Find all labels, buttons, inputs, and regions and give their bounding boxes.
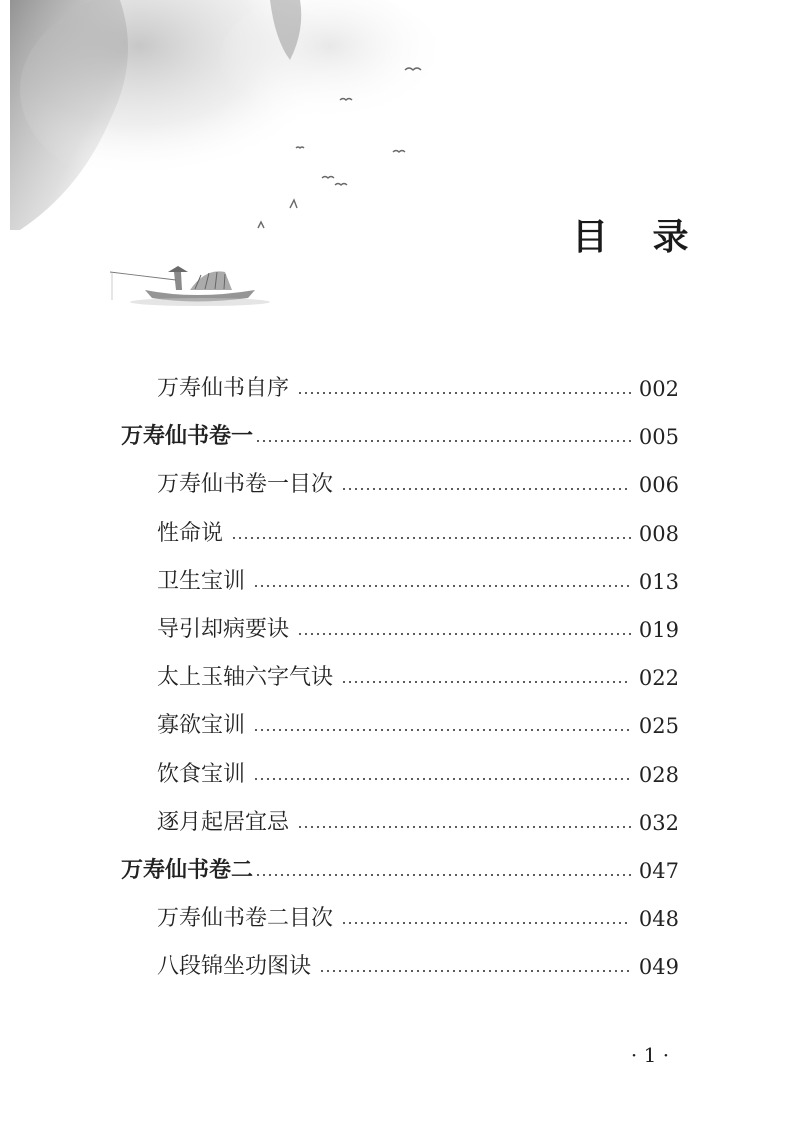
toc-entry-title: 性命说 [157, 520, 224, 546]
toc-entry[interactable] [157, 799, 679, 847]
dot-leader [253, 585, 631, 587]
toc-entry-page: 022 [638, 666, 679, 691]
toc-entry-page: 025 [638, 714, 679, 739]
toc-entry-page: 049 [638, 955, 679, 980]
toc-entry-page: 019 [638, 618, 679, 642]
toc-entry-page: 002 [638, 377, 679, 401]
toc-entry[interactable] [157, 365, 679, 413]
toc-entry-page: 047 [638, 859, 679, 883]
toc-entry-page: 013 [638, 569, 679, 594]
dot-leader [341, 681, 631, 683]
toc-entry-title: 逐月起居宜忌 [157, 809, 290, 835]
page-number: · 1 · [630, 1043, 670, 1067]
toc-entry-page: 008 [638, 521, 679, 546]
toc-entry[interactable] [157, 895, 679, 943]
toc-entry[interactable] [121, 413, 679, 461]
dot-leader [341, 922, 631, 924]
dot-leader [297, 633, 631, 635]
toc-entry[interactable] [157, 510, 679, 558]
toc-entry-title: 寡欲宝训 [157, 713, 246, 739]
toc-entry[interactable] [157, 558, 679, 606]
toc-entry[interactable] [121, 847, 679, 895]
dot-leader [253, 778, 631, 780]
dot-leader [297, 826, 631, 828]
toc-entry[interactable] [157, 654, 679, 702]
toc-entry-page: 028 [638, 762, 679, 787]
toc-entry-page: 006 [638, 473, 679, 498]
toc-entry-title: 万寿仙书卷一 [121, 424, 254, 450]
dot-leader [231, 537, 631, 539]
toc-entry[interactable] [157, 606, 679, 654]
dot-leader [319, 970, 631, 972]
toc-entry-title: 万寿仙书卷一目次 [157, 472, 334, 498]
dot-leader [255, 440, 631, 442]
toc-entry[interactable] [157, 943, 679, 991]
toc-entry-title: 导引却病要诀 [157, 617, 290, 642]
toc-entry-page: 048 [638, 907, 679, 932]
toc-entry-title: 八段锦坐功图诀 [157, 954, 312, 980]
toc-entry[interactable] [157, 751, 679, 799]
fishing-boat-icon [110, 266, 270, 306]
toc-entry-title: 饮食宝训 [157, 761, 246, 787]
toc-entry[interactable] [157, 702, 679, 750]
toc-entry-title: 卫生宝训 [157, 568, 246, 594]
page-title: 目 录 [572, 217, 705, 258]
landscape-illustration [0, 0, 460, 320]
dot-leader [341, 488, 631, 490]
toc-entry[interactable] [157, 461, 679, 509]
toc-entry-title: 万寿仙书卷二 [121, 858, 254, 883]
toc-entry-page: 032 [638, 810, 679, 835]
toc-entry-page: 005 [638, 425, 679, 450]
toc-entry-title: 万寿仙书卷二目次 [157, 906, 334, 932]
dot-leader [253, 729, 631, 731]
toc-entry-title: 万寿仙书自序 [157, 376, 290, 401]
dot-leader [255, 874, 631, 876]
dot-leader [297, 392, 631, 394]
toc-entry-title: 太上玉轴六字气诀 [157, 665, 334, 691]
